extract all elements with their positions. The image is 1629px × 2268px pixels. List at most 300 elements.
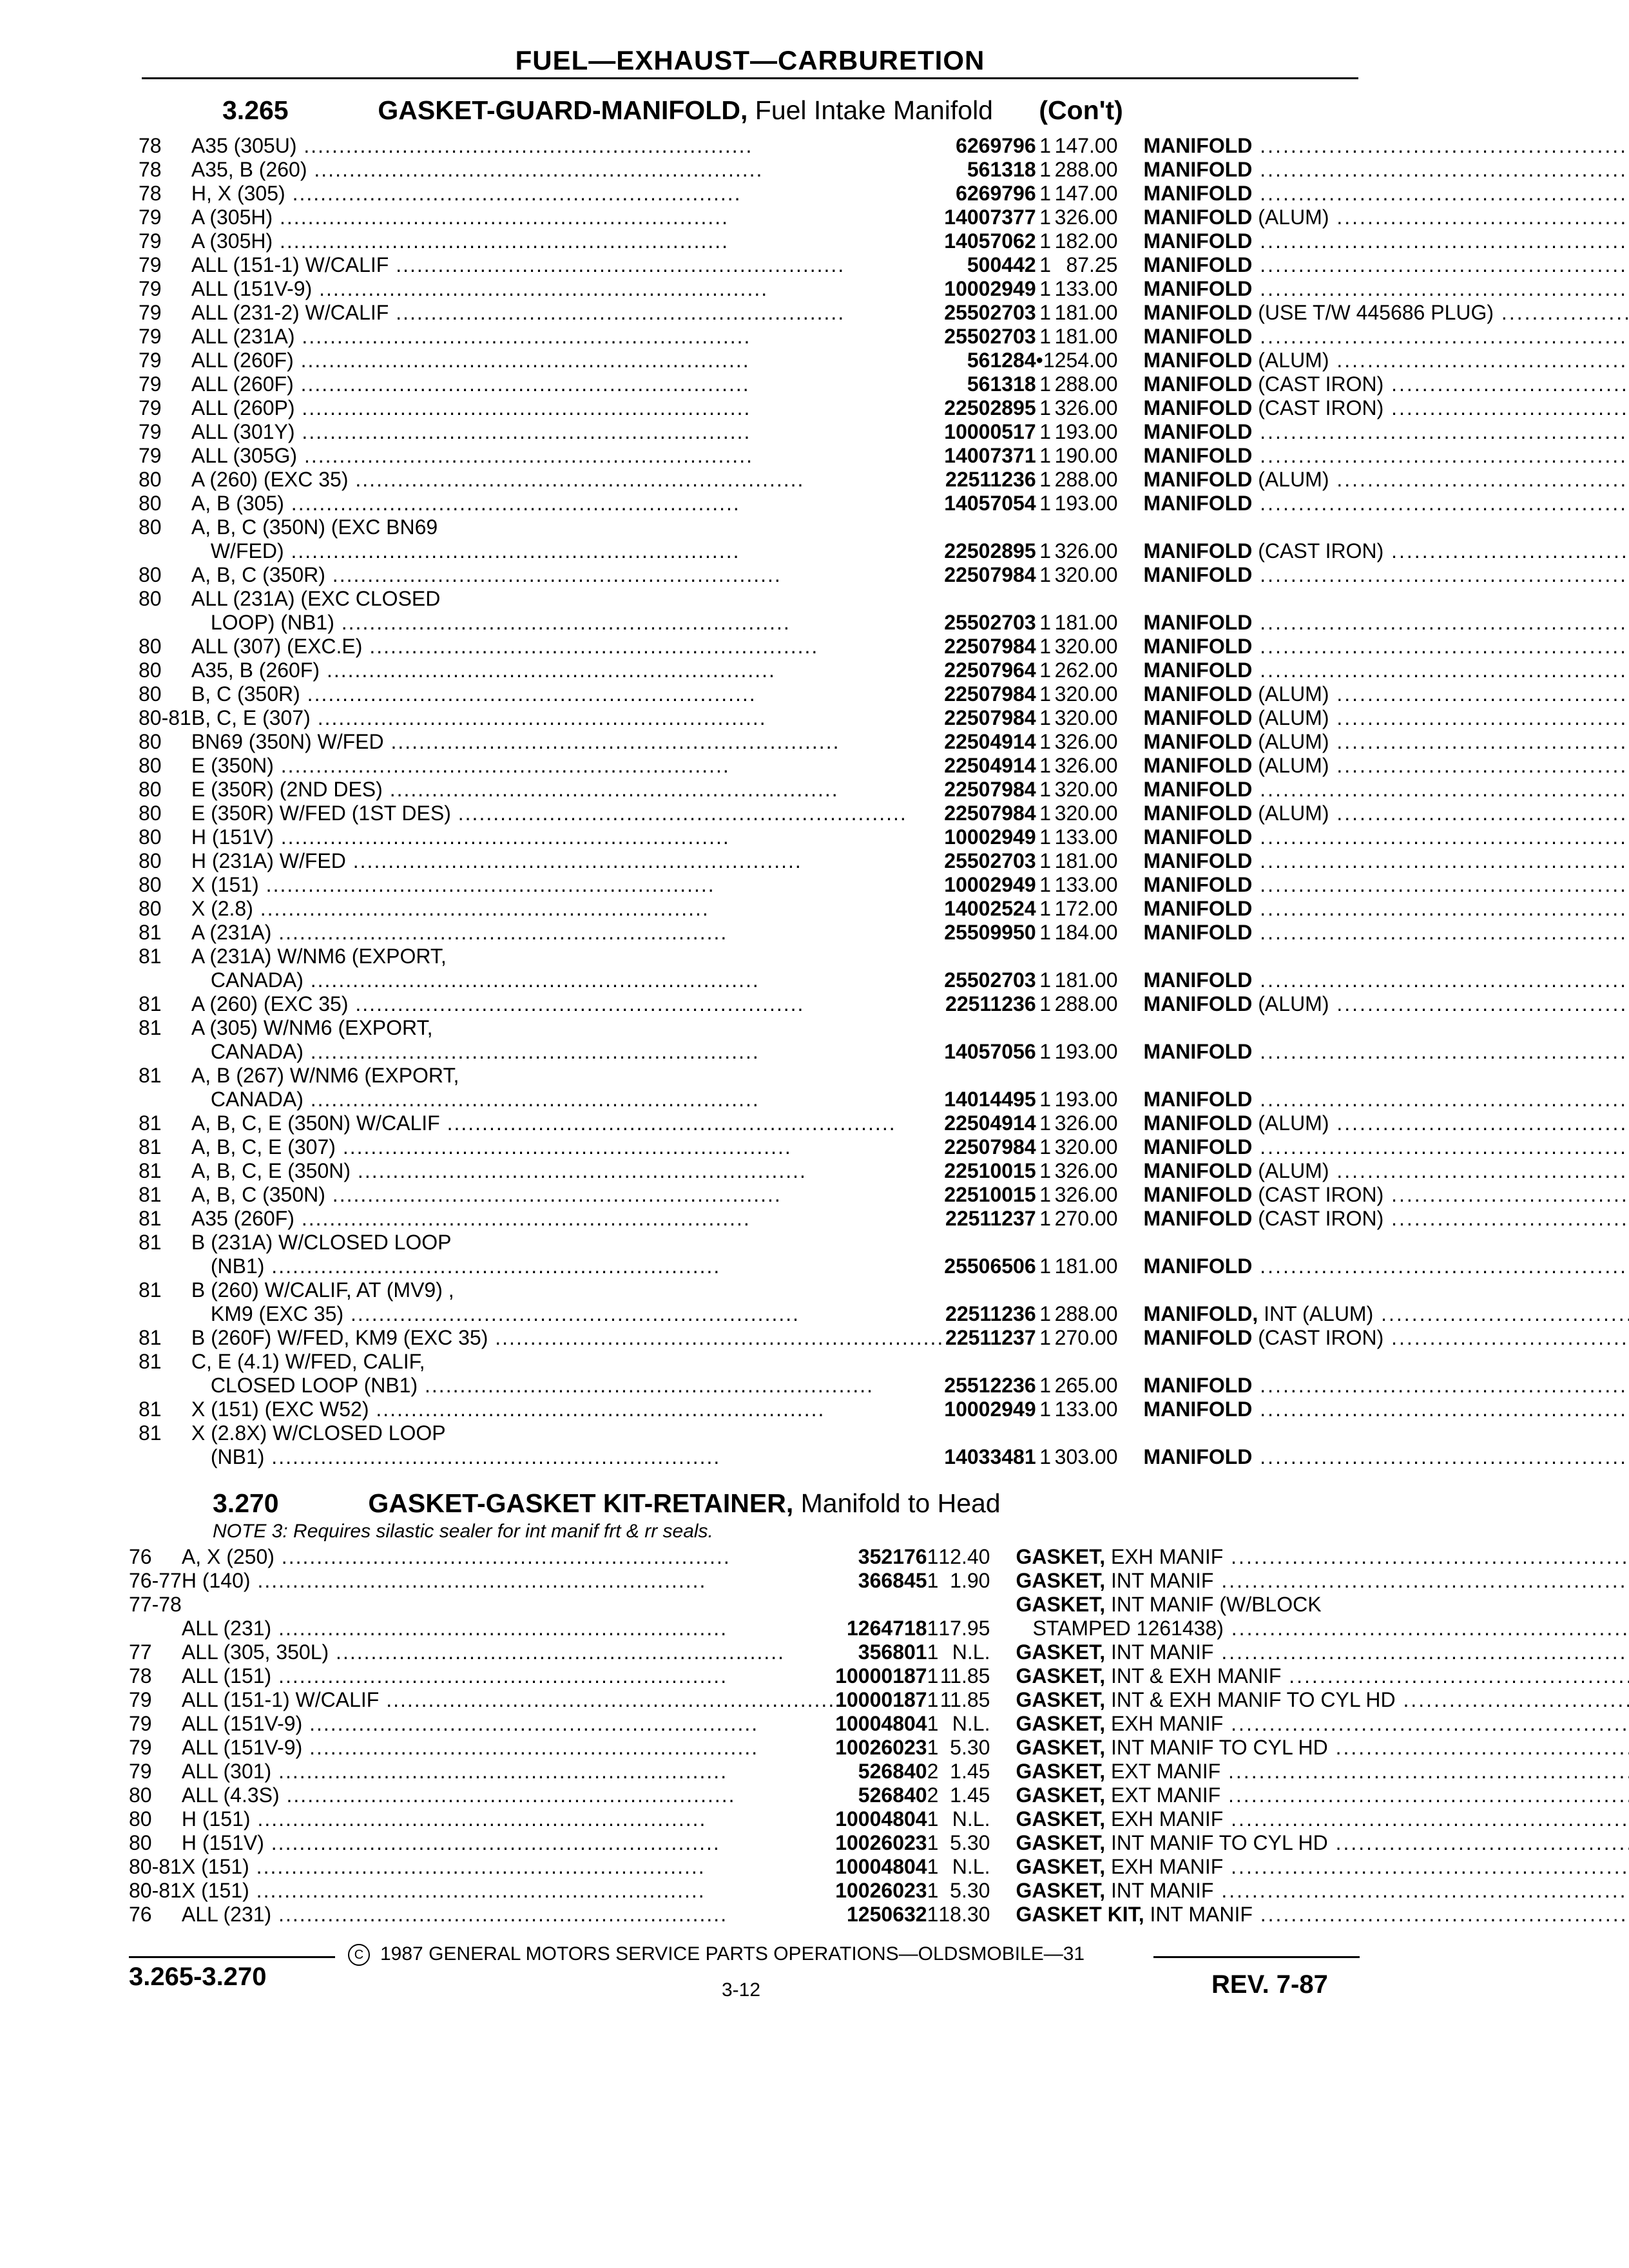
description-line <box>1144 706 1629 730</box>
description <box>1144 1016 1629 1064</box>
description <box>1144 1398 1629 1421</box>
model-year: 81 <box>139 1421 162 1445</box>
application <box>191 301 944 325</box>
application-text: ALL (231-2) W/CALIF ..... <box>191 301 845 324</box>
application <box>191 1111 944 1135</box>
application-text: A, B, C (350R) ..... <box>191 563 782 586</box>
application-line <box>182 1712 835 1736</box>
price: 5.30 <box>950 1736 990 1759</box>
table-row <box>139 229 1629 253</box>
part-detail: (ALUM) <box>1258 349 1329 372</box>
application <box>182 1736 835 1760</box>
description <box>1016 1545 1629 1569</box>
application-text: CANADA) ..... <box>211 1088 760 1111</box>
quantity: 1 <box>927 1545 939 1568</box>
application-text: E (350N) ..... <box>191 754 730 777</box>
quantity: 1 <box>1039 992 1052 1015</box>
part-name: MANIFOLD <box>1143 206 1253 229</box>
description <box>1016 1712 1629 1736</box>
section-title-3270 <box>213 1488 1001 1519</box>
description-line <box>1144 992 1629 1016</box>
description <box>1144 635 1629 658</box>
application-text: A, B, C, E (350N) ..... <box>191 1159 807 1182</box>
table-row <box>139 1016 1629 1064</box>
description <box>1144 206 1629 229</box>
part-name: GASKET, <box>1016 1664 1106 1687</box>
description-line <box>1144 1254 1629 1278</box>
application <box>191 492 944 515</box>
application <box>191 682 944 706</box>
application <box>191 1183 944 1207</box>
part-name: MANIFOLD <box>1143 301 1253 324</box>
part-name: MANIFOLD <box>1143 658 1253 682</box>
quantity: 1 <box>1039 1398 1052 1421</box>
description-line <box>1144 563 1629 587</box>
application-text: X (151) ..... <box>182 1879 706 1902</box>
part-detail: (ALUM) <box>1258 802 1329 825</box>
table-row <box>139 1135 1629 1159</box>
application <box>191 182 944 206</box>
part-name: MANIFOLD <box>1143 611 1253 634</box>
part-number: 22507984 <box>944 682 1036 706</box>
model-year: 76 <box>129 1545 152 1568</box>
application <box>182 1688 835 1712</box>
application-line <box>191 992 944 1016</box>
model-year: 79 <box>139 420 162 443</box>
application-line <box>191 563 944 587</box>
application-text: (NB1) ..... <box>211 1445 720 1468</box>
part-number: 14057054 <box>944 492 1036 515</box>
application <box>191 229 944 253</box>
part-number: 22504914 <box>944 1111 1036 1135</box>
application-text: X (151) ..... <box>182 1855 706 1878</box>
price: 133.00 <box>1054 1398 1118 1421</box>
application-text: A35, B (260) ..... <box>191 158 764 181</box>
table-row <box>139 682 1629 706</box>
application-text: KM9 (EXC 35) ..... <box>211 1302 800 1325</box>
part-name: MANIFOLD <box>1143 1254 1253 1278</box>
model-year: 79 <box>139 301 162 324</box>
part-number: 25502703 <box>944 611 1036 634</box>
part-detail: INT MANIF <box>1111 1879 1214 1902</box>
price: 288.00 <box>1054 372 1118 396</box>
application <box>191 1135 944 1159</box>
table-row <box>129 1712 1629 1736</box>
description <box>1144 349 1629 372</box>
description <box>1144 563 1629 587</box>
application-line <box>191 1207 944 1231</box>
part-number: 22511236 <box>945 468 1036 491</box>
application-line <box>191 778 944 802</box>
quantity: 1 <box>1039 1326 1052 1349</box>
price: 288.00 <box>1054 992 1118 1015</box>
application-text: A, B, C (350N) (EXC BN69 <box>191 515 438 539</box>
price: 11.85 <box>940 1688 990 1711</box>
application <box>191 1064 944 1111</box>
footer-copyright <box>348 1943 1084 1966</box>
quantity: 1 <box>1039 682 1052 706</box>
part-detail: (ALUM) <box>1258 468 1329 491</box>
part-detail: INT MANIF <box>1111 1640 1214 1664</box>
model-year: 76 <box>129 1903 152 1926</box>
model-year: 81 <box>139 1231 162 1254</box>
part-name: MANIFOLD <box>1143 1207 1253 1230</box>
part-number: 22507984 <box>944 706 1036 729</box>
application-line <box>191 897 944 921</box>
description-line <box>1144 372 1629 396</box>
footer-rule-left <box>129 1956 335 1958</box>
price: 270.00 <box>1054 1326 1118 1349</box>
model-year: 79 <box>139 444 162 467</box>
application-text: A, B, C (350N) ..... <box>191 1183 782 1206</box>
application-line <box>182 1736 835 1760</box>
table-row <box>139 921 1629 945</box>
part-name: MANIFOLD <box>1143 325 1253 348</box>
quantity: 1 <box>1039 1111 1052 1135</box>
model-year: 81 <box>139 921 162 944</box>
price: N.L. <box>952 1807 990 1831</box>
application-line <box>182 1617 835 1640</box>
quantity: 1 <box>1039 134 1052 157</box>
table-row <box>139 515 1629 563</box>
model-year: 80 <box>129 1807 152 1831</box>
description <box>1016 1831 1629 1855</box>
quantity: 1 <box>927 1712 939 1735</box>
description <box>1016 1640 1629 1664</box>
application-line <box>191 1064 944 1088</box>
model-year: 81 <box>139 1016 162 1039</box>
model-year: 79 <box>139 229 162 253</box>
application-text: A35 (260F) ..... <box>191 1207 751 1230</box>
table-row <box>139 134 1629 158</box>
application-text: H (231A) W/FED ..... <box>191 849 802 872</box>
application <box>191 1398 944 1421</box>
part-number: 10002949 <box>944 873 1036 896</box>
application-text: H (151V) ..... <box>182 1831 720 1854</box>
model-year: 81 <box>139 1278 162 1302</box>
table-row <box>139 563 1629 587</box>
application <box>191 206 944 229</box>
part-name: GASKET, <box>1016 1593 1106 1616</box>
application <box>182 1593 835 1640</box>
part-number: 14007371 <box>944 444 1036 467</box>
description-line <box>1144 1159 1629 1183</box>
table-row <box>129 1783 1629 1807</box>
table-row <box>139 778 1629 802</box>
description-line <box>1144 635 1629 658</box>
application <box>191 897 944 921</box>
part-number: 22510015 <box>944 1159 1036 1182</box>
application-text: A (305H) ..... <box>191 206 729 229</box>
part-name: MANIFOLD <box>1143 635 1253 658</box>
application-text: ALL (151-1) W/CALIF ..... <box>191 253 845 276</box>
part-detail: INT (ALUM) <box>1264 1302 1374 1325</box>
price: N.L. <box>952 1712 990 1735</box>
application-line <box>191 277 944 301</box>
part-detail: INT MANIF <box>1111 1569 1214 1592</box>
table-row <box>129 1903 1629 1927</box>
application <box>182 1569 835 1593</box>
part-detail: (ALUM) <box>1258 754 1329 777</box>
price: 193.00 <box>1054 492 1118 515</box>
application-text: A (260) (EXC 35) ..... <box>191 468 805 491</box>
part-detail: EXT MANIF <box>1111 1760 1221 1783</box>
part-number: 14057056 <box>944 1040 1036 1063</box>
application-text: A, B, C, E (307) ..... <box>191 1135 792 1158</box>
quantity: 1 <box>1039 730 1052 753</box>
part-number: 10026023 <box>835 1879 927 1902</box>
description <box>1144 229 1629 253</box>
application-line <box>191 229 944 253</box>
table-row <box>139 1159 1629 1183</box>
description <box>1144 301 1629 325</box>
description <box>1144 873 1629 897</box>
table-row <box>139 730 1629 754</box>
part-number: 22511236 <box>945 992 1036 1015</box>
part-number: 25502703 <box>944 849 1036 872</box>
quantity: 1 <box>1039 229 1052 253</box>
price: 320.00 <box>1054 802 1118 825</box>
part-detail-continued: STAMPED 1261438) ..... <box>1016 1617 1629 1640</box>
price: 181.00 <box>1054 968 1118 992</box>
quantity: 1 <box>1039 182 1052 205</box>
model-year: 81 <box>139 1207 162 1230</box>
application-line <box>191 1135 944 1159</box>
part-name: MANIFOLD <box>1143 1040 1253 1063</box>
application <box>191 945 944 992</box>
application <box>191 802 944 825</box>
quantity: 1 <box>1039 1088 1052 1111</box>
table-row <box>139 802 1629 825</box>
application <box>191 730 944 754</box>
part-number: 561284 <box>967 349 1036 372</box>
quantity: 1 <box>1039 1302 1052 1325</box>
application-text: ALL (231) ..... <box>182 1617 728 1640</box>
part-name: MANIFOLD <box>1143 349 1253 372</box>
quantity: 1 <box>1039 277 1052 300</box>
part-name: GASKET, <box>1016 1855 1106 1878</box>
application-line <box>191 372 944 396</box>
part-number: 22511236 <box>945 1302 1036 1325</box>
part-number: 25502703 <box>944 325 1036 348</box>
application-text: ALL (305G) ..... <box>191 444 753 467</box>
part-number: 6269796 <box>956 134 1036 157</box>
quantity: 1 <box>1039 1135 1052 1158</box>
table-row <box>139 492 1629 515</box>
part-number: 22507984 <box>944 1135 1036 1158</box>
model-year: 78 <box>139 134 162 157</box>
application-line <box>191 730 944 754</box>
part-number: 500442 <box>967 253 1036 276</box>
application-line <box>191 444 944 468</box>
application <box>191 325 944 349</box>
application-line <box>182 1569 835 1593</box>
application-line <box>191 706 944 730</box>
part-name: MANIFOLD <box>1143 444 1253 467</box>
description <box>1144 1326 1629 1350</box>
table-row <box>139 992 1629 1016</box>
description <box>1144 921 1629 945</box>
application <box>191 1159 944 1183</box>
part-name: MANIFOLD <box>1143 1374 1253 1397</box>
application-line <box>191 1183 944 1207</box>
model-year: 81 <box>139 1064 162 1087</box>
description <box>1016 1664 1629 1688</box>
part-number: 10002949 <box>944 825 1036 849</box>
application-line <box>182 1831 835 1855</box>
application <box>182 1783 835 1807</box>
quantity: 1 <box>927 1736 939 1759</box>
quantity: 1 <box>927 1807 939 1831</box>
description-line <box>1144 396 1629 420</box>
section-number: 3.265 <box>222 95 289 125</box>
description-line <box>1016 1879 1629 1903</box>
application-line <box>191 1254 944 1278</box>
application-line <box>191 1350 944 1374</box>
description <box>1144 515 1629 563</box>
part-number: 22507984 <box>944 778 1036 801</box>
description-line <box>1144 825 1629 849</box>
application-text: ALL (151-1) W/CALIF ..... <box>182 1688 835 1711</box>
description <box>1144 396 1629 420</box>
application-text: H (151V) ..... <box>191 825 730 849</box>
description <box>1016 1593 1629 1640</box>
description-line <box>1144 730 1629 754</box>
application <box>191 873 944 897</box>
price: 326.00 <box>1054 396 1118 419</box>
application-text: CLOSED LOOP (NB1) ..... <box>211 1374 874 1397</box>
part-detail: INT MANIF (W/BLOCK <box>1111 1593 1322 1616</box>
application <box>191 1326 944 1350</box>
quantity: 1 <box>1039 778 1052 801</box>
part-detail: (CAST IRON) <box>1258 1183 1384 1206</box>
application-line <box>191 253 944 277</box>
application-line <box>191 873 944 897</box>
part-number: 22502895 <box>944 539 1036 562</box>
quantity: 1 <box>1039 563 1052 586</box>
table-row <box>139 301 1629 325</box>
price: 181.00 <box>1054 849 1118 872</box>
part-number: 6269796 <box>956 182 1036 205</box>
model-year: 80-81 <box>129 1879 182 1902</box>
model-year: 80 <box>139 658 162 682</box>
price: 303.00 <box>1054 1445 1118 1468</box>
description-line <box>1016 1903 1629 1927</box>
table-row <box>129 1760 1629 1783</box>
price: 181.00 <box>1054 611 1118 634</box>
application-line <box>191 635 944 658</box>
part-name: MANIFOLD <box>1143 1088 1253 1111</box>
part-number: 22511237 <box>945 1207 1036 1230</box>
quantity: 1 <box>1039 968 1052 992</box>
description-line <box>1016 1736 1629 1760</box>
model-year: 79 <box>139 372 162 396</box>
application-line <box>182 1903 835 1927</box>
part-number: 10004804 <box>835 1807 927 1831</box>
description <box>1144 1421 1629 1469</box>
price: 133.00 <box>1054 873 1118 896</box>
description-line <box>1144 968 1629 992</box>
table-row <box>139 468 1629 492</box>
application-text: ALL (260F) ..... <box>191 372 750 396</box>
part-detail: (CAST IRON) <box>1258 1207 1384 1230</box>
description-line <box>1144 492 1629 515</box>
quantity: 1 <box>1039 420 1052 443</box>
price: 181.00 <box>1054 325 1118 348</box>
part-name: MANIFOLD <box>1143 1398 1253 1421</box>
quantity: 1 <box>927 1688 939 1711</box>
description <box>1144 1135 1629 1159</box>
part-number: 10002949 <box>944 277 1036 300</box>
description <box>1144 754 1629 778</box>
application-text: ALL (260P) ..... <box>191 396 751 419</box>
description-line <box>1016 1783 1629 1807</box>
model-year: 78 <box>129 1664 152 1687</box>
application-line <box>191 158 944 182</box>
part-number: 356801 <box>858 1640 927 1664</box>
application-line <box>191 134 944 158</box>
model-year: 79 <box>139 277 162 300</box>
part-number: 22511237 <box>945 1326 1036 1349</box>
application-text: A35 (305U) ..... <box>191 134 753 157</box>
price: 182.00 <box>1054 229 1118 253</box>
description-line <box>1144 611 1629 635</box>
description <box>1144 1278 1629 1326</box>
application-line <box>191 1111 944 1135</box>
application-text: C, E (4.1) W/FED, CALIF, <box>191 1350 425 1373</box>
part-name: MANIFOLD <box>1143 1326 1253 1349</box>
part-detail: (ALUM) <box>1258 992 1329 1015</box>
table-row <box>139 277 1629 301</box>
price: 190.00 <box>1054 444 1118 467</box>
table-row <box>139 1421 1629 1469</box>
model-year: 80 <box>139 587 162 610</box>
description-line <box>1144 921 1629 945</box>
part-number: 561318 <box>967 158 1036 181</box>
application-line <box>182 1783 835 1807</box>
quantity: 1 <box>1039 301 1052 324</box>
application <box>191 1278 944 1326</box>
table-row <box>129 1545 1629 1569</box>
table-row <box>139 420 1629 444</box>
model-year: 79 <box>129 1712 152 1735</box>
description <box>1144 897 1629 921</box>
description-line <box>1144 802 1629 825</box>
description <box>1144 658 1629 682</box>
part-number: 10000187 <box>835 1664 927 1687</box>
table-row <box>139 372 1629 396</box>
part-name: MANIFOLD <box>1143 372 1253 396</box>
application-line <box>191 1016 944 1040</box>
model-year: 81 <box>139 1111 162 1135</box>
application <box>182 1831 835 1855</box>
application-text: A (305) W/NM6 (EXPORT, <box>191 1016 433 1039</box>
model-year: 76-77 <box>129 1569 182 1592</box>
quantity: 1 <box>1039 873 1052 896</box>
table-row <box>139 849 1629 873</box>
application <box>191 658 944 682</box>
price: 326.00 <box>1054 539 1118 562</box>
part-detail: (CAST IRON) <box>1258 1326 1384 1349</box>
price: N.L. <box>952 1640 990 1664</box>
price: 133.00 <box>1054 825 1118 849</box>
description <box>1144 1111 1629 1135</box>
application <box>182 1855 835 1879</box>
part-number: 526840 <box>858 1783 927 1807</box>
application-text: ALL (151V-9) ..... <box>182 1736 758 1759</box>
description <box>1016 1903 1629 1927</box>
application-text: B (231A) W/CLOSED LOOP <box>191 1231 452 1254</box>
